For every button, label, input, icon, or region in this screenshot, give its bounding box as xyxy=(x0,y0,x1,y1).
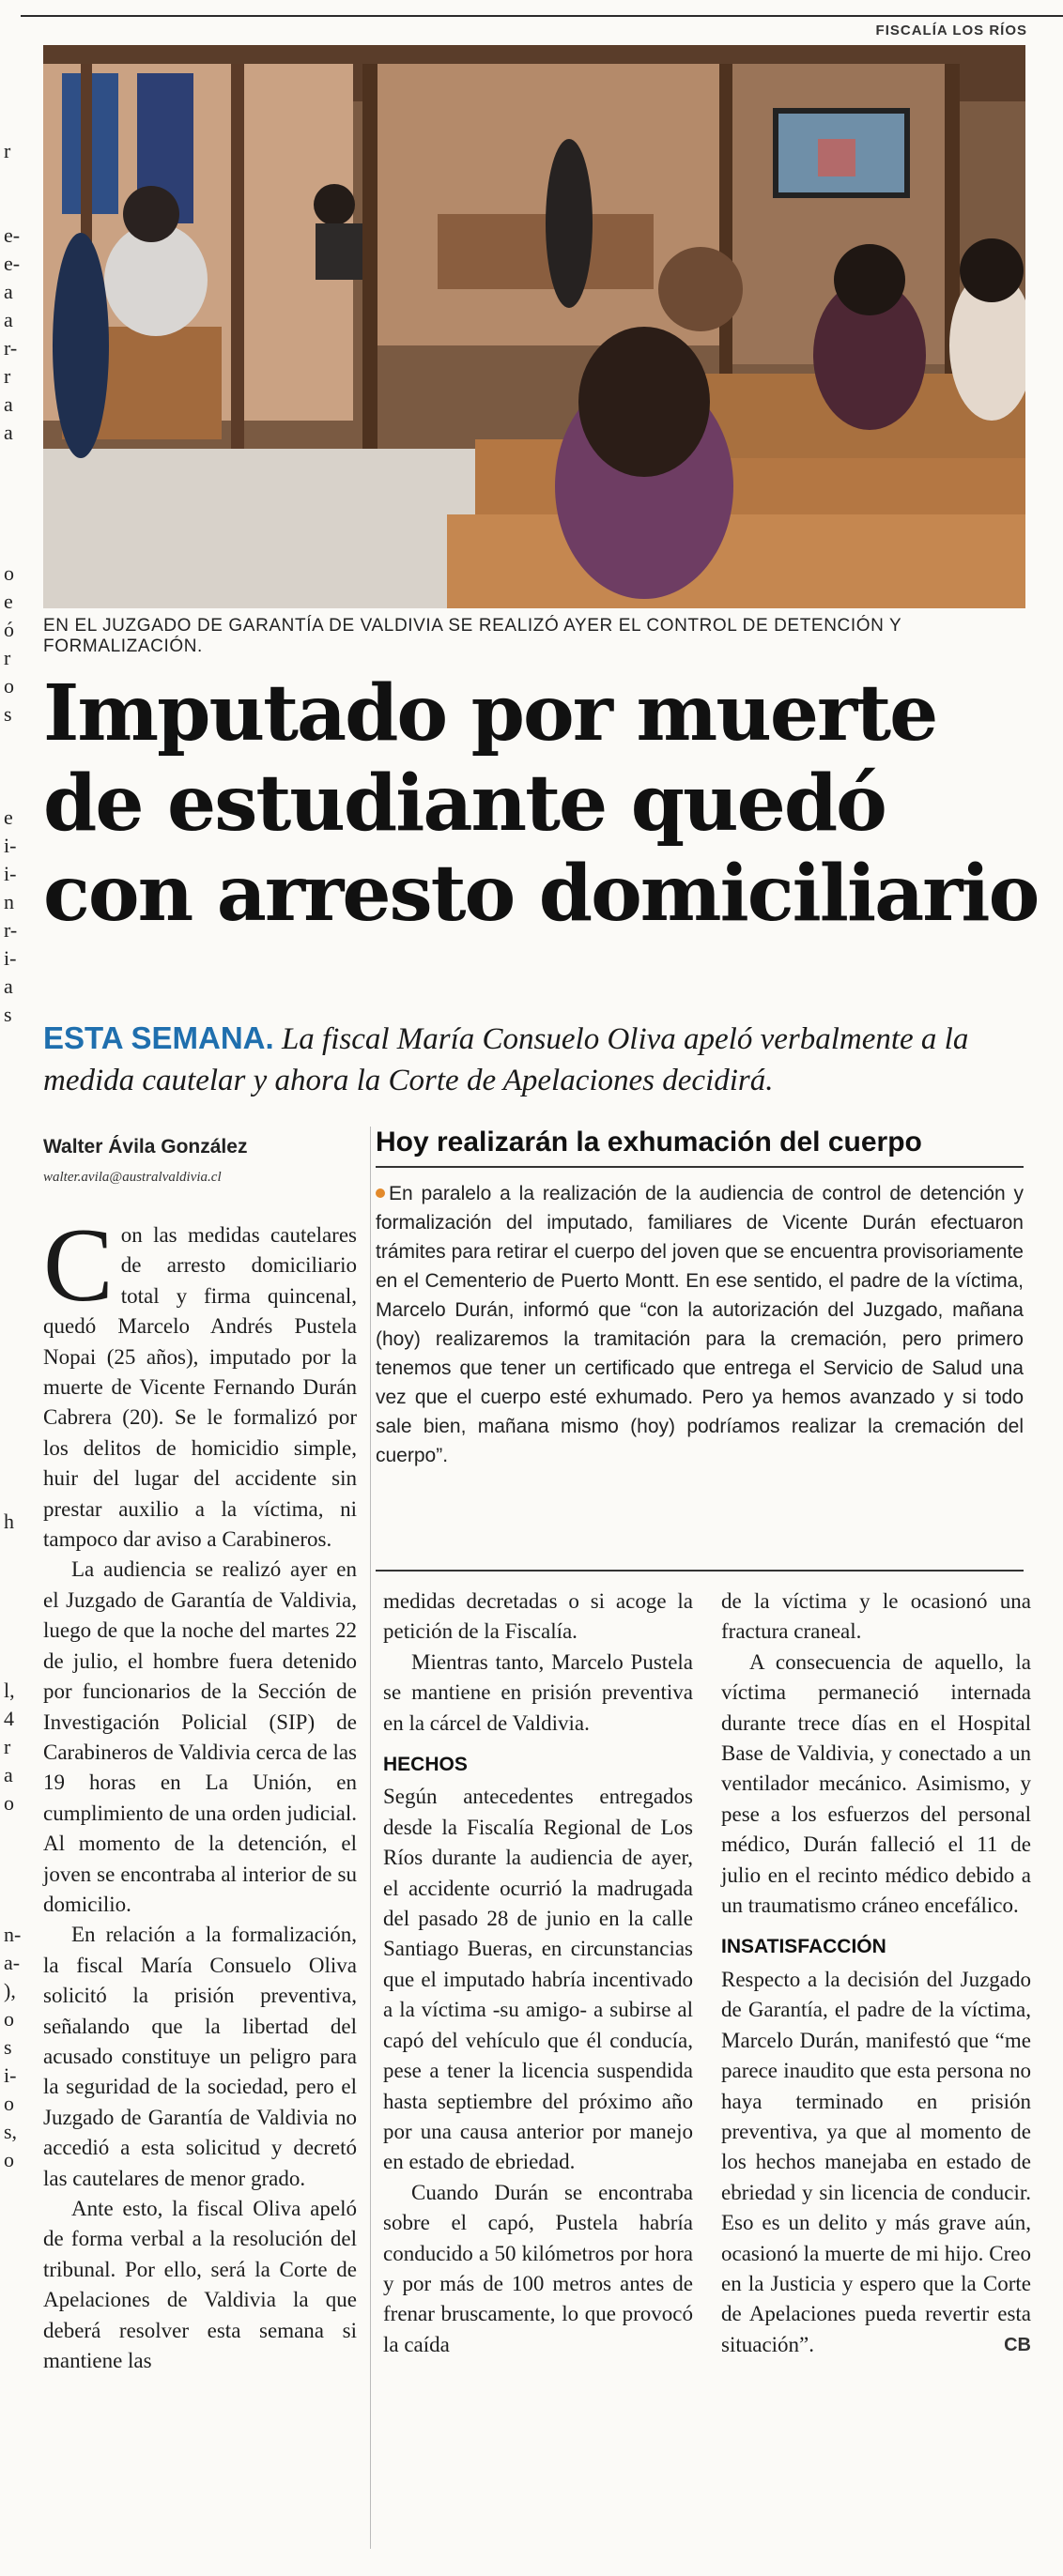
adjacent-column-letter: o xyxy=(4,674,14,698)
top-rule xyxy=(21,15,1063,17)
adjacent-column-letter: r- xyxy=(4,918,18,942)
headline xyxy=(43,668,1039,939)
headline-line-1: Imputado por muerte xyxy=(43,668,937,759)
paragraph-8: Cuando Durán se encontraba sobre el capó, Pustela habría conducido a 50 kilómetros por hora y por más de 100 metros antes de frenar bruscamente, lo que provocó la caída xyxy=(383,2180,693,2356)
article-column-1 xyxy=(43,1207,357,2376)
adjacent-column-letter: s xyxy=(4,1003,12,1026)
adjacent-column-letter: r xyxy=(4,1735,11,1758)
deck xyxy=(43,1018,1039,1101)
paragraph-9: de la víctima y le ocasionó una fractura craneal. xyxy=(721,1589,1031,1644)
adjacent-column-letter: ó xyxy=(4,618,14,641)
sidebar-paragraph xyxy=(376,1179,1024,1470)
subhead-hechos: HECHOS xyxy=(383,1754,468,1776)
bullet-dot-icon xyxy=(376,1188,385,1198)
photo-credit: FISCALÍA LOS RÍOS xyxy=(875,23,1027,38)
adjacent-column-letter: r xyxy=(4,646,11,669)
adjacent-column-letter: e xyxy=(4,805,13,829)
drop-cap: C xyxy=(43,1207,114,1324)
adjacent-column-letter: a xyxy=(4,1763,13,1786)
byline-author: Walter Ávila González xyxy=(43,1136,248,1158)
article-column-2 xyxy=(383,1587,693,2360)
paragraph-5: medidas decretadas o si acoge la petición de la Fiscalía. xyxy=(383,1589,693,1644)
adjacent-column-fragment xyxy=(0,0,21,2576)
adjacent-column-letter: a- xyxy=(4,1951,21,1974)
deck-text: La fiscal María Consuelo Oliva apeló verbalmente a la medida cautelar y ahora la Corte de Apelaciones decidirá. xyxy=(43,1022,969,1097)
paragraph-11-text: Respecto a la decisión del Juzgado de Garantía, el padre de la víctima, Marcelo Durán, manifestó que “me parece inaudito que esta persona no haya terminado en prisión preventiva, ya que al momento de los hechos manejaba en estado de ebriedad y sin licencia de conducir. Eso es un delito y más grave aún, ocasionó la muerte de mi hijo. Creo en la Justicia y espero que la Corte de Apelaciones pueda revertir esta situación”. xyxy=(721,1967,1031,2356)
adjacent-column-letter: a xyxy=(4,421,13,444)
adjacent-column-letter: e- xyxy=(4,252,21,275)
adjacent-column-letter: h xyxy=(4,1510,14,1533)
adjacent-column-letter: o xyxy=(4,1791,14,1815)
adjacent-column-letter: ), xyxy=(4,1979,16,2002)
deck-lead: ESTA SEMANA. xyxy=(43,1020,274,1055)
adjacent-column-letter: r xyxy=(4,139,11,162)
adjacent-column-letter: a xyxy=(4,280,13,303)
adjacent-column-letter: r- xyxy=(4,336,18,360)
paragraph-4: Ante esto, la fiscal Oliva apeló de forma verbal a la resolución del tribunal. Por ello, será la Corte de Apelaciones de Valdivia la que deberá resolver esta semana si mantiene las xyxy=(43,2197,357,2373)
paragraph-3: En relación a la formalización, la fiscal María Consuelo Oliva solicitó la prisión preventiva, señalando que la libertad del acusado constituye un peligro para la seguridad de la sociedad, pero el Juzgado de Garantía de Valdivia no accedió a esta solicitud y decretó las cautelares de menor grado. xyxy=(43,1923,357,2190)
end-mark: CB xyxy=(1004,2334,1031,2355)
adjacent-column-letter: i- xyxy=(4,2063,17,2087)
adjacent-column-letter: l, xyxy=(4,1679,15,1702)
adjacent-column-letter: o xyxy=(4,561,14,585)
adjacent-column-letter: o xyxy=(4,2007,14,2031)
adjacent-column-letter: s, xyxy=(4,2120,18,2143)
adjacent-column-letter: a xyxy=(4,392,13,416)
column-divider xyxy=(370,1127,371,2549)
adjacent-column-letter: i- xyxy=(4,834,17,857)
sidebar-bottom-rule xyxy=(376,1570,1024,1572)
paragraph-1 xyxy=(43,1207,357,1555)
headline-line-2: de estudiante quedó xyxy=(43,759,886,849)
sidebar-box xyxy=(376,1127,1024,1470)
adjacent-column-letter: e- xyxy=(4,223,21,247)
adjacent-column-letter: a xyxy=(4,308,13,331)
subhead-insatisfaccion: INSATISFACCIÓN xyxy=(721,1936,886,1958)
adjacent-column-letter: e xyxy=(4,590,13,613)
sidebar-text: En paralelo a la realización de la audiencia de control de detención y formalización del imputado, familiares de Vicente Durán efectuaron trámites para retirar el cuerpo del joven que se encuentra provisoriamente en el Cementerio de Puerto Montt. En ese sentido, el padre de la víctima, Marcelo Durán, informó que “con la autorización del Juzgado, mañana (hoy) realizaremos la tramitación para la cremación, pero primero tenemos que tener un certificado que entrega el Servicio de Salud una vez que el cuerpo esté exhumado. Pero ya hemos avanzado y si todo sale bien, mañana mismo (hoy) podríamos realizar la cremación del cuerpo”. xyxy=(376,1183,1024,1466)
sidebar-title: Hoy realizarán la exhumación del cuerpo xyxy=(376,1127,922,1158)
courtroom-photo xyxy=(43,45,1025,608)
byline-email: walter.avila@australvaldivia.cl xyxy=(43,1170,222,1185)
adjacent-column-letter: s xyxy=(4,2035,12,2059)
paragraph-10: A consecuencia de aquello, la víctima permaneció internada durante trece días en el Hospital Base de Valdivia, y conectado a un ventilador mecánico. Asimismo, y pese a los esfuerzos del personal médico, Durán falleció el 11 de julio en el recinto médico debido a un traumatismo cráneo encefálico. xyxy=(721,1649,1031,1918)
article-column-3 xyxy=(721,1587,1031,2360)
adjacent-column-letter: s xyxy=(4,702,12,726)
adjacent-column-letter: o xyxy=(4,2148,14,2171)
adjacent-column-letter: n xyxy=(4,890,14,913)
paragraph-2: La audiencia se realizó ayer en el Juzgado de Garantía de Valdivia, luego de que la noche del martes 22 de julio, el hombre fuera detenido por funcionarios de la Sección de Investigación Policial (SIP) de Carabineros de Valdivia cerca de las 19 horas en La Unión, en cumplimiento de una orden judicial. Al momento de la detención, el joven se encontraba al interior de su domicilio. xyxy=(43,1557,357,1916)
adjacent-column-letter: i- xyxy=(4,946,17,970)
photo-caption: EN EL JUZGADO DE GARANTÍA DE VALDIVIA SE REALIZÓ AYER EL CONTROL DE DETENCIÓN Y FORMALIZACIÓN. xyxy=(43,616,901,656)
courtroom-photo-icon xyxy=(43,45,1025,608)
paragraph-7: Según antecedentes entregados desde la Fiscalía Regional de Los Ríos durante la audiencia de ayer, el accidente ocurrió la madrugada del pasado 28 de junio en la calle Santiago Bueras, en circunstancias que el imputado habría incentivado a la víctima -su amigo- a subirse al capó del vehículo que él conducía, pese a tener la licencia suspendida hasta septiembre del próximo año por una causa anterior por manejo en estado de ebriedad. xyxy=(383,1785,693,2174)
headline-line-3: con arresto domiciliario xyxy=(43,849,1039,939)
adjacent-column-letter: a xyxy=(4,974,13,998)
sidebar-rule xyxy=(376,1166,1024,1168)
adjacent-column-letter: i- xyxy=(4,862,17,885)
adjacent-column-letter: n- xyxy=(4,1923,21,1946)
adjacent-column-letter: r xyxy=(4,364,11,388)
paragraph-6: Mientras tanto, Marcelo Pustela se mantiene en prisión preventiva en la cárcel de Valdivia. xyxy=(383,1649,693,1735)
adjacent-column-letter: o xyxy=(4,2092,14,2115)
paragraph-11 xyxy=(721,1965,1031,2360)
adjacent-column-letter: 4 xyxy=(4,1707,14,1730)
paragraph-1-text: on las medidas cautelares de arresto domiciliario total y firma quincenal, quedó Marcelo Andrés Pustela Nopai (25 años), imputado por la muerte de Vicente Fernando Durán Cabrera (20). Se le formalizó por los delitos de homicidio simple, huir del lugar del accidente sin prestar auxilio a la víctima, ni tampoco dar aviso a Carabineros. xyxy=(43,1223,357,1552)
